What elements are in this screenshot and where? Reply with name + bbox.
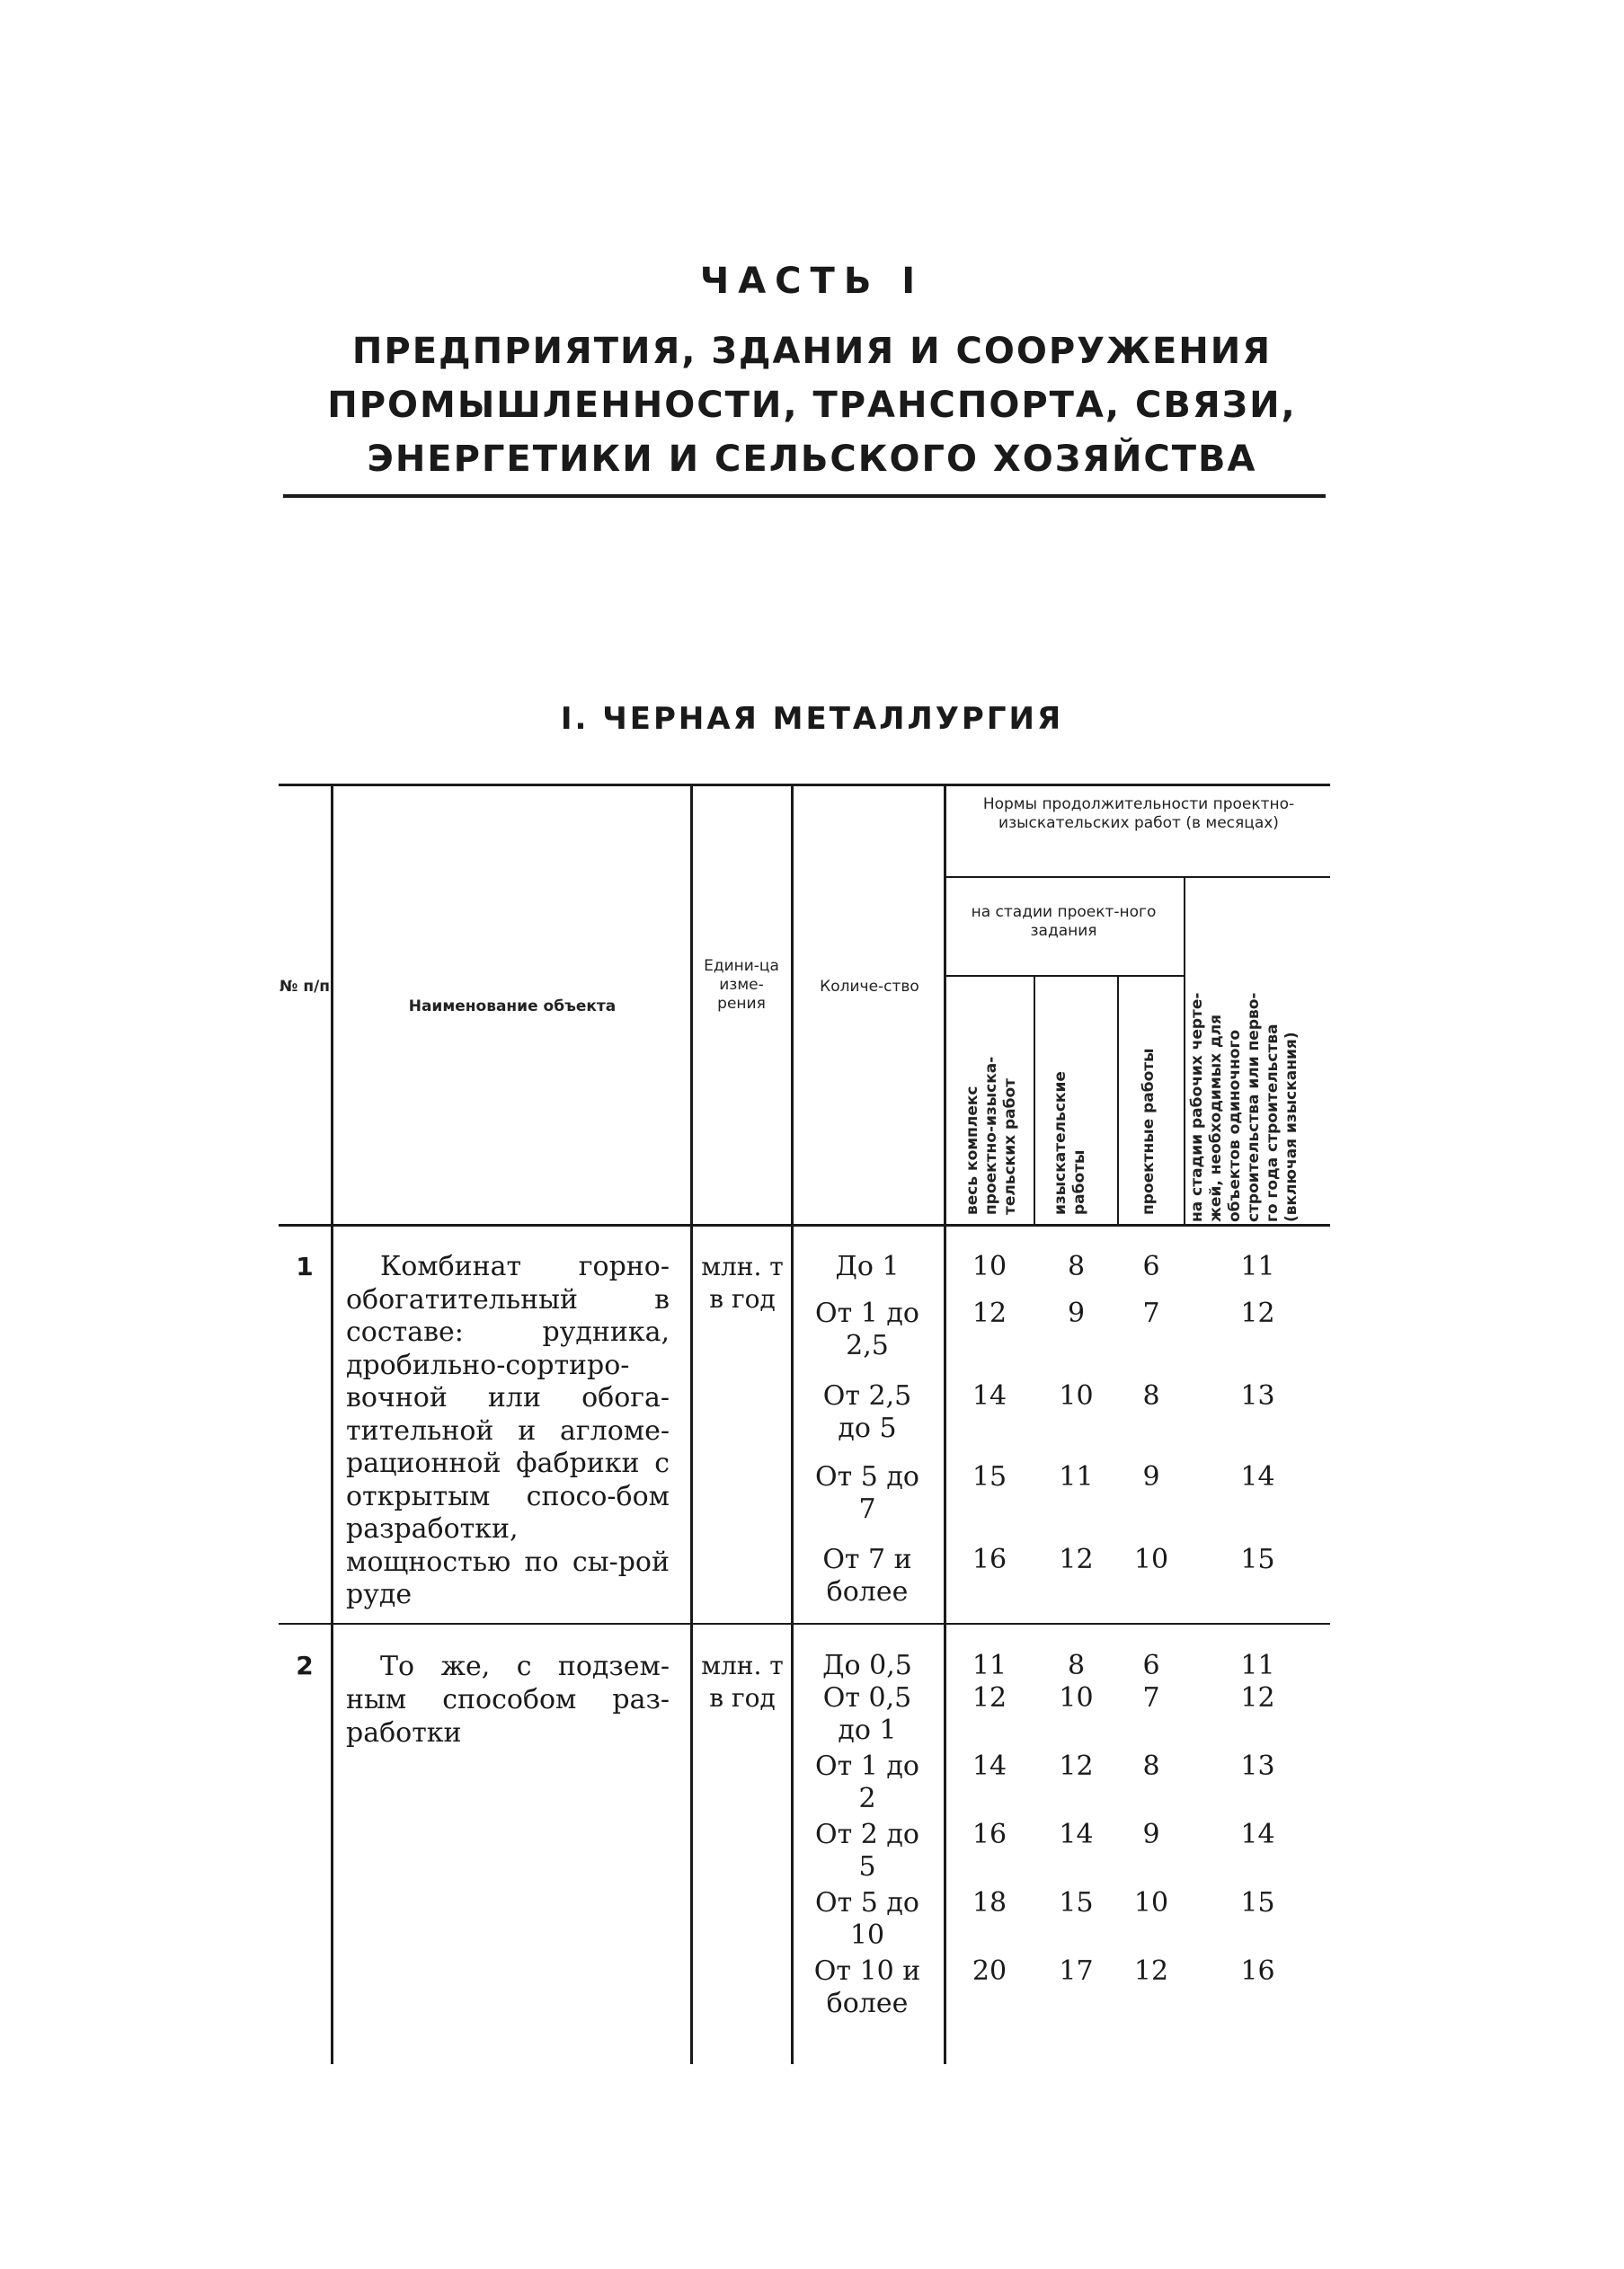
value-design: 12 — [1133, 1955, 1169, 1987]
value-design: 10 — [1133, 1887, 1169, 1919]
part-title-line-2: ПРОМЫШЛЕННОСТИ, ТРАНСПОРТА, СВЯЗИ, — [327, 385, 1297, 426]
qty-cell: До 0,5 — [822, 1650, 912, 1681]
qty-cell: От 10 и более — [813, 1955, 921, 2019]
value-working: 14 — [1240, 1461, 1275, 1493]
header-survey: изыскательские работы — [1052, 1071, 1088, 1215]
row-number: 1 — [296, 1252, 314, 1281]
col-divider-unit — [791, 784, 794, 2064]
value-working: 11 — [1240, 1650, 1275, 1681]
header-working: на стадии рабочих черте- жей, необходимых для объектов одиночного строительства или перво- го года строительства (включая изыскания) — [1188, 992, 1300, 1222]
value-working: 12 — [1240, 1682, 1275, 1714]
header-stage-project: на стадии проект-ного задания — [971, 903, 1157, 940]
value-design: 10 — [1133, 1544, 1169, 1575]
header-num: № п/п — [279, 978, 331, 996]
qty-cell: От 0,5 до 1 — [822, 1682, 912, 1746]
part-title-line-1: ПРЕДПРИЯТИЯ, ЗДАНИЯ И СООРУЖЕНИЯ — [351, 331, 1273, 372]
part-label: ЧАСТЬ I — [699, 261, 925, 302]
section-title: I. ЧЕРНАЯ МЕТАЛЛУРГИЯ — [560, 701, 1064, 737]
header-norms: Нормы продолжительности проектно-изыскательских работ (в месяцах) — [982, 795, 1295, 832]
qty-cell: От 2,5 до 5 — [822, 1380, 912, 1444]
title-rule — [283, 494, 1326, 498]
value-survey: 11 — [1059, 1461, 1094, 1493]
value-total: 12 — [972, 1682, 1007, 1714]
value-total: 16 — [972, 1544, 1007, 1575]
part-title-line-3: ЭНЕРГЕТИКИ И СЕЛЬСКОГО ХОЗЯЙСТВА — [367, 439, 1257, 480]
header-name: Наименование объекта — [408, 997, 617, 1015]
value-survey: 12 — [1059, 1544, 1094, 1575]
stage-sub-rule — [945, 975, 1184, 977]
col-divider-total — [1034, 977, 1035, 1224]
value-total: 14 — [972, 1750, 1007, 1782]
value-survey: 14 — [1059, 1819, 1094, 1850]
value-design: 6 — [1142, 1650, 1160, 1681]
qty-cell: До 1 — [835, 1251, 900, 1282]
header-bottom-rule — [279, 1224, 1330, 1227]
value-total: 11 — [972, 1650, 1007, 1681]
value-working: 13 — [1240, 1750, 1275, 1782]
qty-cell: От 5 до 7 — [815, 1461, 919, 1525]
row-object-name: То же, с подзем-ным способом раз-работки — [346, 1651, 670, 1749]
value-total: 18 — [972, 1887, 1007, 1919]
value-survey: 10 — [1059, 1380, 1094, 1412]
value-total: 16 — [972, 1819, 1007, 1850]
value-design: 8 — [1142, 1380, 1160, 1412]
value-working: 11 — [1240, 1251, 1275, 1282]
qty-cell: От 2 до 5 — [815, 1819, 919, 1883]
col-divider-survey — [1117, 977, 1119, 1224]
row-number: 2 — [296, 1651, 314, 1680]
col-divider-num — [331, 784, 333, 2064]
row-separator — [279, 1623, 1330, 1625]
value-working: 12 — [1240, 1298, 1275, 1329]
value-total: 10 — [972, 1251, 1007, 1282]
value-survey: 8 — [1067, 1251, 1086, 1282]
table-top-rule — [279, 784, 1330, 786]
value-design: 9 — [1142, 1819, 1160, 1850]
value-total: 20 — [972, 1955, 1007, 1987]
row-object-name: Комбинат горно-обогатительный в составе: рудника, дробильно-сортиро-вочной или обога-тительной и агломе-рационной фабрики с открытым спосо-бом разработки, мощностью по сы-рой руде — [346, 1251, 670, 1610]
col-divider-design — [1184, 876, 1185, 1224]
value-working: 13 — [1240, 1380, 1275, 1412]
col-divider-name — [690, 784, 693, 2064]
value-survey: 12 — [1059, 1750, 1094, 1782]
col-divider-qty — [944, 784, 946, 2064]
header-total: весь комплекс проектно-изыска- тельских работ — [963, 1056, 1019, 1215]
norms-sub-rule — [945, 876, 1330, 878]
value-survey: 17 — [1059, 1955, 1094, 1987]
qty-cell: От 1 до 2 — [815, 1750, 919, 1814]
value-design: 9 — [1142, 1461, 1160, 1493]
value-survey: 15 — [1059, 1887, 1094, 1919]
value-total: 14 — [972, 1380, 1007, 1412]
value-total: 12 — [972, 1298, 1007, 1329]
value-working: 14 — [1240, 1819, 1275, 1850]
header-design: проектные работы — [1140, 1048, 1158, 1215]
value-survey: 8 — [1067, 1650, 1086, 1681]
header-unit: Едини-ца изме-рения — [704, 957, 779, 1013]
qty-cell: От 5 до 10 — [815, 1887, 919, 1951]
value-design: 7 — [1142, 1682, 1160, 1714]
value-survey: 9 — [1067, 1298, 1086, 1329]
value-working: 15 — [1240, 1544, 1275, 1575]
qty-cell: От 7 и более — [822, 1544, 912, 1608]
value-design: 7 — [1142, 1298, 1160, 1329]
qty-cell: От 1 до 2,5 — [815, 1298, 919, 1361]
value-working: 15 — [1240, 1887, 1275, 1919]
value-working: 16 — [1240, 1955, 1275, 1987]
value-survey: 10 — [1059, 1682, 1094, 1714]
header-qty: Количе-ство — [820, 978, 919, 996]
value-total: 15 — [972, 1461, 1007, 1493]
row-unit: млн. т в год — [701, 1651, 784, 1713]
value-design: 8 — [1142, 1750, 1160, 1782]
value-design: 6 — [1142, 1251, 1160, 1282]
row-unit: млн. т в год — [701, 1252, 784, 1314]
